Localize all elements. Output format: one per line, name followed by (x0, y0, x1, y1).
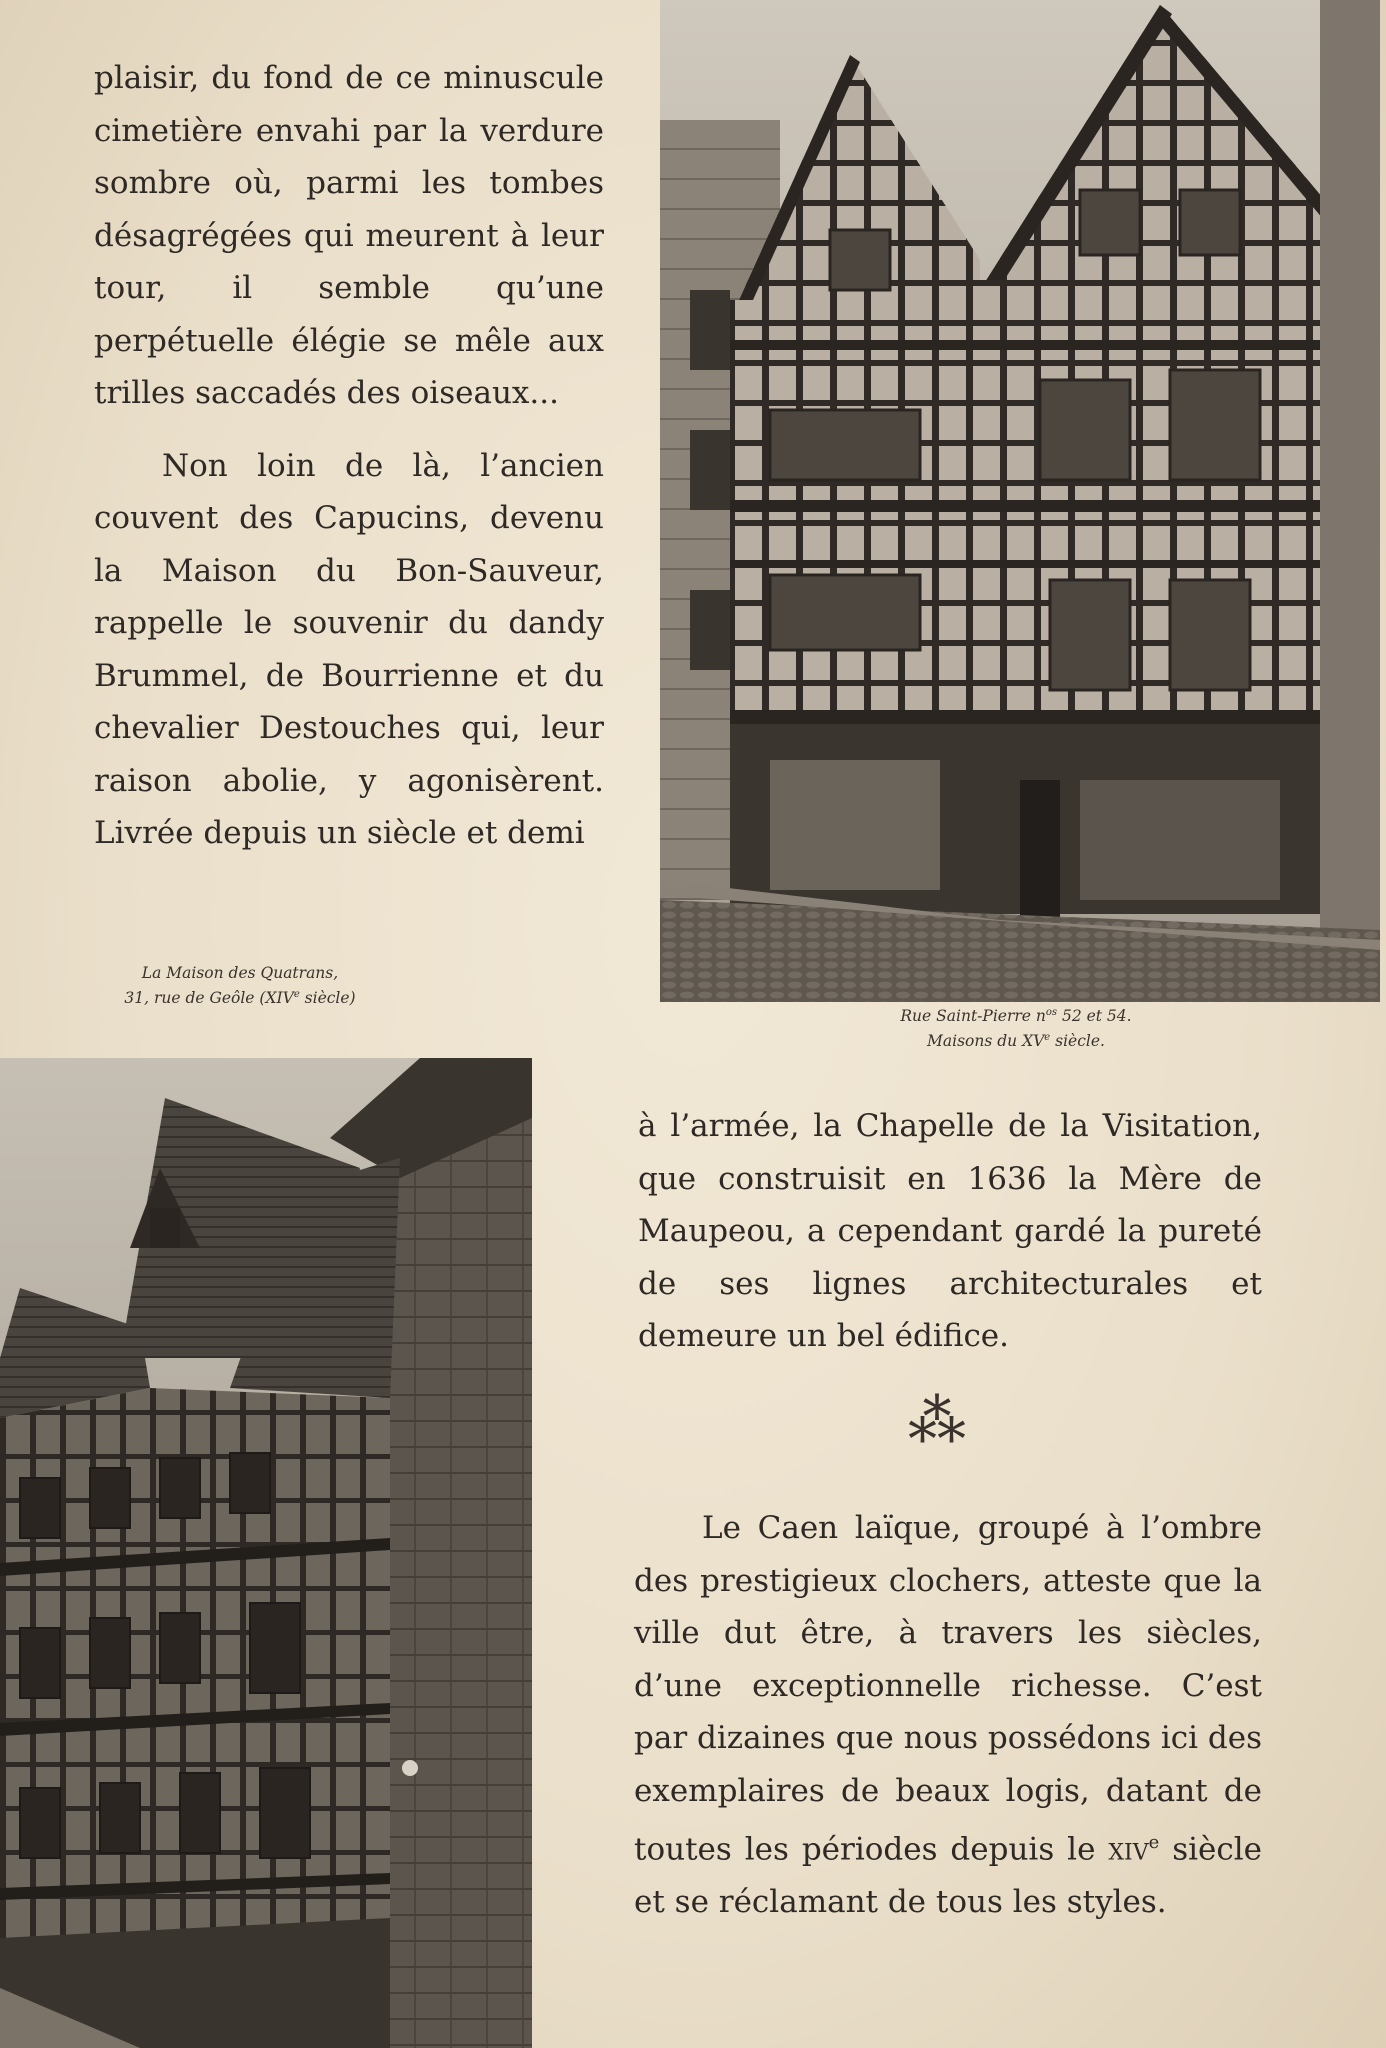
caption-rue-saint-pierre (826, 1002, 1206, 1052)
text-column-continuation (638, 1100, 1262, 1363)
asterism-separator: ⁂ (908, 1387, 966, 1455)
caption-maison-des-quatrans (80, 962, 400, 1009)
paragraph-visitation: à l’armée, la Chapelle de la Visitation, que construisit en 1636 la Mère de Maupeou, a cependant gardé la pureté de ses lignes architecturales et demeure un bel édifice. (638, 1108, 1262, 1354)
paragraph-cemetery: plaisir, du fond de ce minuscule cimetière envahi par la verdure sombre où, parmi les tombes désagrégées qui meurent à leur tour, il semble qu’une perpétuelle élégie se mêle aux trilles saccadés des oiseaux... (94, 60, 604, 411)
paragraph-caen-laique: Le Caen laïque, groupé à l’ombre des prestigieux clochers, atteste que la ville dut être, à travers les siècles, d’une exceptionnelle richesse. C’est par dizaines que nous possédons ici des exemplaires de beaux logis, datant de toutes les périodes depuis le xiv$^e$ siècle et se réclamant de tous les styles. (634, 1510, 1262, 1920)
caption-saint-pierre-line2: Maisons du XVe siècle. (927, 1032, 1105, 1051)
caption-quatrans-line2: 31, rue de Geôle (XIVe siècle) (124, 989, 356, 1008)
caption-saint-pierre-line1: Rue Saint-Pierre $n^{os}$ 52 et 54. (900, 1007, 1132, 1026)
paragraph-capucins: Non loin de là, l’ancien couvent des Capucins, devenu la Maison du Bon-Sauveur, rappelle le souvenir du dandy Brummel, de Bourrienne et du chevalier Destouches qui, leur raison abolie, y agonisèrent. Livrée depuis un siècle et demi (94, 447, 604, 851)
text-column-top-left (94, 52, 604, 860)
caption-quatrans-line1: La Maison des Quatrans, (141, 964, 339, 982)
photo-half-timbered-houses (660, 0, 1380, 1002)
text-column-caen-laique (634, 1502, 1262, 1928)
photo-maison-des-quatrans (0, 1058, 532, 2048)
